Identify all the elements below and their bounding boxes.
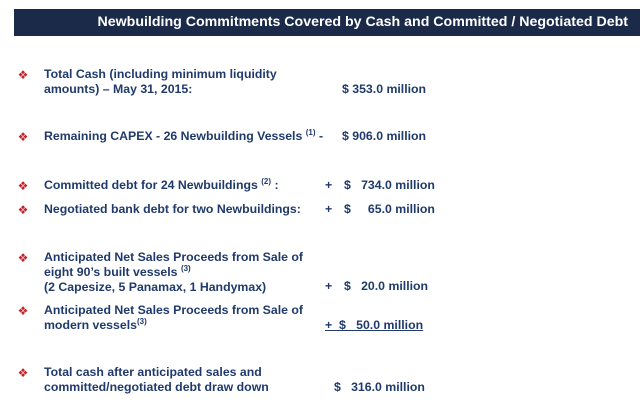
item-capex-amount: $ 906.0 million xyxy=(342,129,427,143)
item-negotiated-debt-label: Negotiated bank debt for two Newbuildings: xyxy=(44,202,301,216)
item-sale-old-vessels-amount: $ 20.0 million xyxy=(344,279,429,293)
item-negotiated-debt-amount: $ 65.0 million xyxy=(344,202,435,216)
diamond-bullet-icon: ❖ xyxy=(17,366,29,380)
item-total-cash-after-label: Total cash after anticipated sales and committed/negotiated debt draw down xyxy=(44,365,269,394)
page-title: Newbuilding Commitments Covered by Cash and Committed / Negotiated Debt xyxy=(97,14,628,30)
diamond-bullet-icon: ❖ xyxy=(17,130,29,144)
item-sale-modern-vessels-value: + $ 50.0 million xyxy=(325,318,424,332)
item-total-cash-label: Total Cash (including minimum liquidity amounts) – May 31, 2015: xyxy=(44,67,277,96)
item-sale-old-vessels-label: Anticipated Net Sales Proceeds from Sale of eight 90’s built vessels $^{(3)}$ (2 Capesize, 5 Panamax, 1 Handymax) xyxy=(44,250,303,294)
diamond-bullet-icon: ❖ xyxy=(17,203,29,217)
item-sale-old-vessels-sign: + xyxy=(325,279,333,293)
item-negotiated-debt-sign: + xyxy=(325,202,333,216)
item-committed-debt-sign: + xyxy=(325,178,333,192)
item-committed-debt-amount: $ 734.0 million xyxy=(344,178,435,192)
item-capex-label: Remaining CAPEX - 26 Newbuilding Vessels $^{(1)}$ - xyxy=(44,128,324,143)
diamond-bullet-icon: ❖ xyxy=(17,251,29,265)
diamond-bullet-icon: ❖ xyxy=(17,179,29,193)
item-sale-modern-vessels-label: Anticipated Net Sales Proceeds from Sale of modern vessels$^{(3)}$ xyxy=(44,303,303,332)
item-total-cash-amount: $ 353.0 million xyxy=(342,82,427,96)
header-bar xyxy=(14,9,640,36)
diamond-bullet-icon: ❖ xyxy=(17,304,29,318)
diamond-bullet-icon: ❖ xyxy=(17,68,29,82)
item-total-cash-after-amount: $ 316.0 million xyxy=(334,380,425,394)
item-committed-debt-label: Committed debt for 24 Newbuildings $^{(2)}$ : xyxy=(44,177,279,192)
